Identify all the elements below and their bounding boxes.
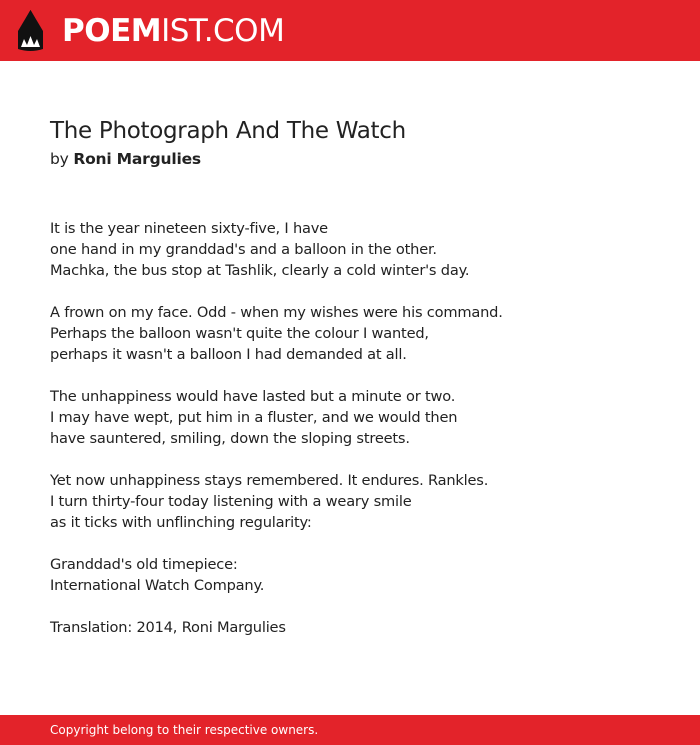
site-logo[interactable] — [62, 13, 284, 49]
poem-line: I may have wept, put him in a fluster, and we would then — [50, 409, 458, 426]
poem-line: one hand in my granddad's and a balloon in the other. — [50, 241, 437, 258]
copyright-text: Copyright belong to their respective owners. — [50, 723, 319, 737]
poem-line: It is the year nineteen sixty-five, I have — [50, 220, 328, 237]
author-name: Roni Margulies — [73, 150, 201, 168]
poem-title: The Photograph And The Watch — [50, 118, 406, 144]
poem-line: The unhappiness would have lasted but a minute or two. — [50, 388, 456, 405]
poem-line: Translation: 2014, Roni Margulies — [50, 619, 286, 636]
site-header — [0, 0, 700, 61]
poem-line: Granddad's old timepiece: — [50, 556, 238, 573]
poem-line: A frown on my face. Odd - when my wishes were his command. — [50, 304, 503, 321]
poem-line: Perhaps the balloon wasn't quite the colour I wanted, — [50, 325, 429, 342]
site-footer — [0, 715, 700, 745]
poem-line: Yet now unhappiness stays remembered. It endures. Rankles. — [50, 472, 489, 489]
poem-line: as it ticks with unflinching regularity: — [50, 514, 312, 531]
stanza — [50, 386, 650, 449]
poem-line: I turn thirty-four today listening with a weary smile — [50, 493, 412, 510]
poem-byline — [50, 148, 201, 170]
poem-line: International Watch Company. — [50, 577, 265, 594]
byline-label: by — [50, 150, 69, 168]
stanza — [50, 218, 650, 281]
logo-text-bold: POEM — [62, 13, 162, 49]
poem-line: Machka, the bus stop at Tashlik, clearly a cold winter's day. — [50, 262, 470, 279]
pencil-logo-icon[interactable] — [16, 9, 45, 52]
stanza — [50, 302, 650, 365]
stanza — [50, 554, 650, 596]
poem-line: perhaps it wasn't a balloon I had demanded at all. — [50, 346, 407, 363]
poem-body — [50, 218, 650, 659]
translation-credit — [50, 617, 650, 638]
logo-text-light: IST.COM — [161, 13, 285, 49]
stanza — [50, 470, 650, 533]
poem-line: have sauntered, smiling, down the sloping streets. — [50, 430, 410, 447]
